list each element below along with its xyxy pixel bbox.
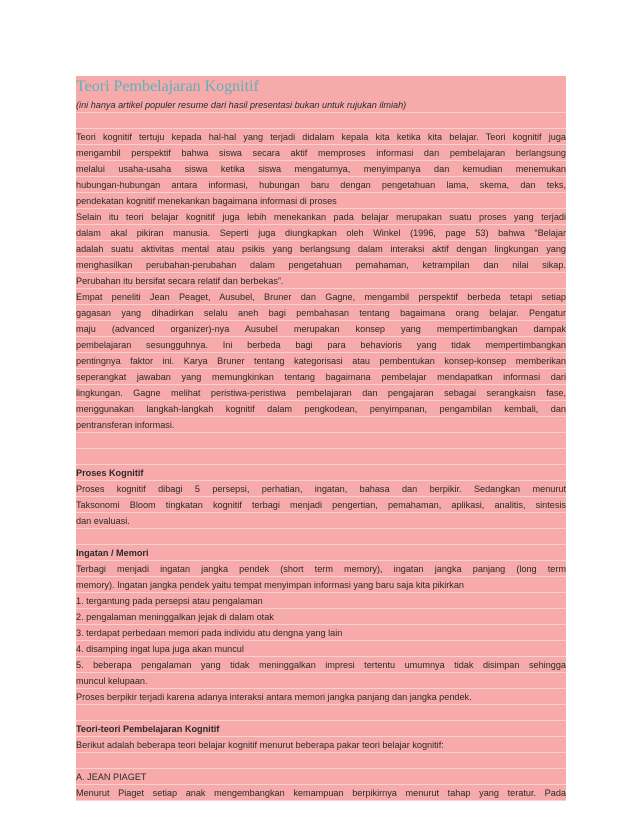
intro-line: Empat peneliti Jean Peaget, Ausubel, Bruner dan Gagne, mengambil perspektif berbeda tetapi setiap — [76, 292, 566, 302]
intro-line: maju (advanced organizer)-nya Ausubel merupakan konsep yang mempertimbangkan dampak — [76, 324, 566, 334]
spacer — [76, 529, 566, 545]
proses-line: Taksonomi Bloom tingkatan kognitif terbagi menjadi pengertian, pemahaman, aplikasi, analitis, sintesis — [76, 500, 566, 510]
document-subtitle: (ini hanya artikel populer resume dari hasil presentasi bukan untuk rujukan ilmiah) — [76, 100, 407, 110]
document-body — [76, 97, 566, 801]
intro-line: mengambil perspektif bahwa siswa secara aktif memproses informasi dan pembelajaran berlangsung — [76, 148, 566, 158]
intro-line: pembelajaran sesungguhnya. Ini berbeda bagi para behavioris yang tidak mempertimbangkan — [76, 340, 566, 350]
ingatan-line: muncul kelupaan. — [76, 676, 148, 686]
intro-line: menggunakan langkah-langkah kognitif dalam pengkodean, penyimpanan, pengambilan kembali, dan — [76, 404, 566, 414]
ingatan-line: 2. pengalaman meninggalkan jejak di dalam otak — [76, 612, 274, 622]
ingatan-section — [76, 561, 566, 705]
intro-line: dalam akal pikiran manusia. Seperti juga diungkapkan oleh Winkel (1996, page 53) bahwa “Belajar — [76, 228, 566, 238]
intro-line: gagasan yang dihadirkan selalu aneh bagi pembahasan tentang bagaimana orang belajar. Pengatur — [76, 308, 566, 318]
intro-line: adalah suatu aktivitas mental atau psikis yang berlangsung dalam interaksi aktif dengan lingkungan yang — [76, 244, 566, 254]
spacer — [76, 433, 566, 449]
teori-heading: Teori-teori Pembelajaran Kognitif — [76, 724, 220, 734]
document-page — [76, 76, 566, 801]
ingatan-heading: Ingatan / Memori — [76, 548, 149, 558]
proses-line: dan evaluasi. — [76, 516, 130, 526]
proses-line: Proses kognitif dibagi 5 persepsi, perhatian, ingatan, bahasa dan berpikir. Sedangkan menurut — [76, 484, 566, 494]
intro-section — [76, 129, 566, 433]
document-title: Teori Pembelajaran Kognitif — [76, 76, 566, 97]
spacer — [76, 113, 566, 129]
intro-line: Selain itu teori belajar kognitif juga lebih menekankan pada belajar merupakan suatu proses yang terjadi — [76, 212, 566, 222]
intro-line: lingkungan. Gagne melihat peristiwa-peristiwa pembelajaran dan pengajaran sebagai serangkaisn fase, — [76, 388, 566, 398]
intro-line: Perubahan itu bersifat secara relatif dan berbekas”. — [76, 276, 284, 286]
intro-line: hubungan-hubungan antara informasi, hubungan baru dengan pengetahuan lama, skema, dan teks, — [76, 180, 566, 190]
teori-line: Berikut adalah beberapa teori belajar kognitif menurut beberapa pakar teori belajar kognitif: — [76, 740, 444, 750]
intro-line: pendekatan kognitif menekankan bagaimana informasi di proses — [76, 196, 337, 206]
intro-line: menghasilkan perubahan-perubahan dalam pengetahuan pemahaman, ketrampilan dan nilai sikap. — [76, 260, 566, 270]
spacer — [76, 449, 566, 465]
ingatan-line: memory). Ingatan jangka pendek yaitu tempat menyimpan informasi yang baru saja kita pikirkan — [76, 580, 465, 590]
intro-line: Teori kognitif tertuju kepada hal-hal yang terjadi didalam kepala kita ketika kita belajar. Teori kognitif juga — [76, 132, 566, 142]
intro-line: seperangkat jawaban yang memungkinkan tentang bagaimana pembelajar mendapatkan informasi dari — [76, 372, 566, 382]
ingatan-line: 3. terdapat perbedaan memori pada individu atu dengna yang lain — [76, 628, 343, 638]
ingatan-line: 4. disamping ingat lupa juga akan muncul — [76, 644, 244, 654]
teori-section — [76, 737, 566, 753]
piaget-heading: A. JEAN PIAGET — [76, 772, 147, 782]
piaget-section — [76, 785, 566, 801]
proses-heading: Proses Kognitif — [76, 468, 144, 478]
intro-line: pentingnya faktor ini. Karya Bruner tentang kategorisasi atau pembentukan konsep-konsep memberikan — [76, 356, 566, 366]
spacer — [76, 753, 566, 769]
intro-line: pentransferan informasi. — [76, 420, 175, 430]
ingatan-line: 5. beberapa pengalaman yang tidak meninggalkan impresi tertentu umumnya tidak disimpan sehingga — [76, 660, 566, 670]
intro-line: melalui usaha-usaha siswa ketika siswa mengaturnya, menyimpanya dan kemudian menemukan — [76, 164, 566, 174]
spacer — [76, 705, 566, 721]
ingatan-line: Proses berpikir terjadi karena adanya interaksi antara memori jangka panjang dan jangka pendek. — [76, 692, 472, 702]
piaget-line: Menurut Piaget setiap anak mengembangkan kemampuan berpikirnya menurut tahap yang teratur. Pada — [76, 788, 566, 798]
ingatan-line: Terbagi menjadi ingatan jangka pendek (short term memory), ingatan jangka panjang (long term — [76, 564, 566, 574]
proses-section — [76, 481, 566, 529]
ingatan-line: 1. tergantung pada persepsi atau pengalaman — [76, 596, 263, 606]
